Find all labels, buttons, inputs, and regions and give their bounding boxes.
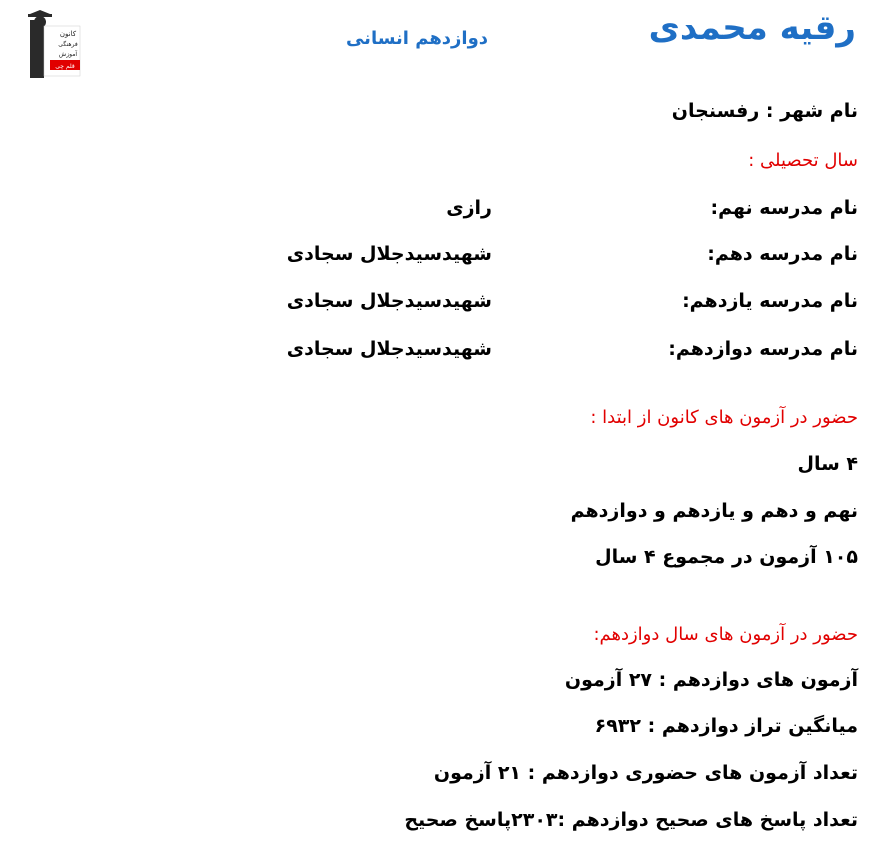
attendance-grades: نهم و دهم و یازدهم و دوازدهم (570, 500, 858, 522)
attendance-all-heading: حضور در آزمون های کانون از ابتدا : (590, 407, 858, 428)
attendance-years: ۴ سال (797, 453, 858, 475)
school-12-label: نام مدرسه دوازدهم: (668, 338, 858, 360)
school-11-value: شهیدسیدجلال سجادی (286, 290, 492, 312)
exams-12: آزمون های دوازدهم : ۲۷ آزمون (564, 669, 858, 691)
attendance-total: ۱۰۵ آزمون در مجموع ۴ سال (595, 546, 858, 568)
school-year-label: سال تحصیلی : (748, 150, 858, 171)
correct-answers-12: تعداد پاسخ های صحیح دوازدهم :۲۳۰۳پاسخ صحیح (404, 809, 858, 831)
city-line: نام شهر : رفسنجان (671, 100, 858, 122)
logo-line-1: کانون (59, 30, 77, 38)
in-person-12: تعداد آزمون های حضوری دوازدهم : ۲۱ آزمون (433, 762, 858, 784)
logo-line-3: آموزش (58, 51, 78, 58)
school-11-label: نام مدرسه یازدهم: (682, 290, 858, 312)
logo-line-4: قلم چی (55, 63, 75, 70)
attendance-12-heading: حضور در آزمون های سال دوازدهم: (593, 624, 858, 645)
average-12: میانگین تراز دوازدهم : ۶۹۳۲ (594, 715, 858, 737)
school-9-label: نام مدرسه نهم: (710, 197, 858, 219)
school-10-label: نام مدرسه دهم: (707, 243, 858, 265)
kanoon-logo-icon (24, 10, 84, 80)
grade-label: دوازدهم انسانی (345, 28, 488, 49)
student-name: رقیه محمدی (648, 8, 856, 48)
school-9-value: رازی (446, 197, 492, 219)
school-12-value: شهیدسیدجلال سجادی (286, 338, 492, 360)
logo-line-2: فرهنگی (58, 41, 78, 48)
school-10-value: شهیدسیدجلال سجادی (286, 243, 492, 265)
